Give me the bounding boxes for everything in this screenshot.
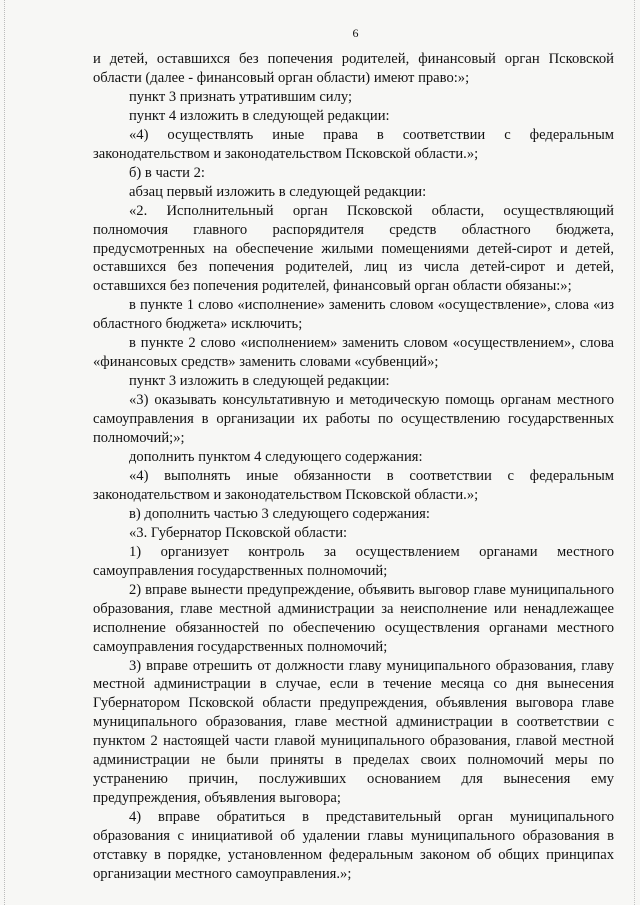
paragraph: 4) вправе обратиться в представительный орган муниципального образования с инициативой об удалении главы муниципального образования в отставку в порядке, установленном федеральным законом об общих принципах организации местного самоуправления.»; [93, 809, 614, 882]
paragraph: абзац первый изложить в следующей редакции: [129, 183, 427, 200]
paragraph: в) дополнить частью 3 следующего содержания: [129, 505, 430, 522]
paragraph: «3) оказывать консультативную и методическую помощь органам местного самоуправления в организации их работы по осуществлению государственных полномочий;»; [93, 392, 614, 447]
paragraph: «3. Губернатор Псковской области: [129, 524, 348, 541]
paragraph: 1) организует контроль за осуществлением органами местного самоуправления государственных полномочий; [93, 543, 614, 579]
paragraph: в пункте 1 слово «исполнение» заменить словом «осуществление», слова «из областного бюджета» исключить; [93, 297, 614, 333]
paragraph: пункт 4 изложить в следующей редакции: [129, 107, 390, 124]
paragraph: в пункте 2 слово «исполнением» заменить словом «осуществлением», слова «финансовых средств» заменить словами «субвенций»; [93, 335, 614, 371]
page-number: 6 [352, 26, 359, 40]
paragraph: «2. Исполнительный орган Псковской области, осуществляющий полномочия главного распорядителя средств областного бюджета, предусмотренных на обеспечение жилыми помещениями детей-сирот и детей, оставшихся без попечения родителей, лиц из числа детей-сирот и детей, оставшихся без попечения родителей, финансовый орган области обязаны:»; [93, 202, 614, 295]
paragraph: дополнить пунктом 4 следующего содержания: [129, 449, 423, 466]
paragraph: «4) осуществлять иные права в соответствии с федеральным законодательством и законодательством Псковской области.»; [93, 126, 614, 162]
paragraph: «4) выполнять иные обязанности в соответствии с федеральным законодательством и законодательством Псковской области.»; [93, 467, 614, 503]
paragraph: б) в части 2: [129, 164, 205, 181]
paragraph: 2) вправе вынести предупреждение, объявить выговор главе муниципального образования, главе местной администрации за неисполнение или ненадлежащее исполнение обязанностей по обеспечению осуществления органами местного самоуправления государственных полномочий; [93, 581, 614, 655]
scan-edge-left [4, 0, 6, 905]
paragraph: пункт 3 признать утратившим силу; [129, 88, 353, 105]
scan-edge-right [634, 0, 636, 905]
paragraph: 3) вправе отрешить от должности главу муниципального образования, главу местной администрации в случае, если в течение месяца со дня вынесения Губернатором Псковской области предупреждения, объявления выговора главе муниципального образования, главе местной администрации в соответствии с пунктом 2 настоящей части главой муниципального образования, главой местной администрации не были приняты в пределах своих полномочий меры по устранению причин, послуживших основанием для вынесения ему предупреждения, объявления выговора; [93, 657, 614, 807]
document-body [93, 50, 614, 884]
paragraph: и детей, оставшихся без попечения родителей, финансовый орган Псковской области (далее - финансовый орган области) имеют право:»; [93, 51, 614, 86]
paragraph: пункт 3 изложить в следующей редакции: [129, 373, 390, 390]
